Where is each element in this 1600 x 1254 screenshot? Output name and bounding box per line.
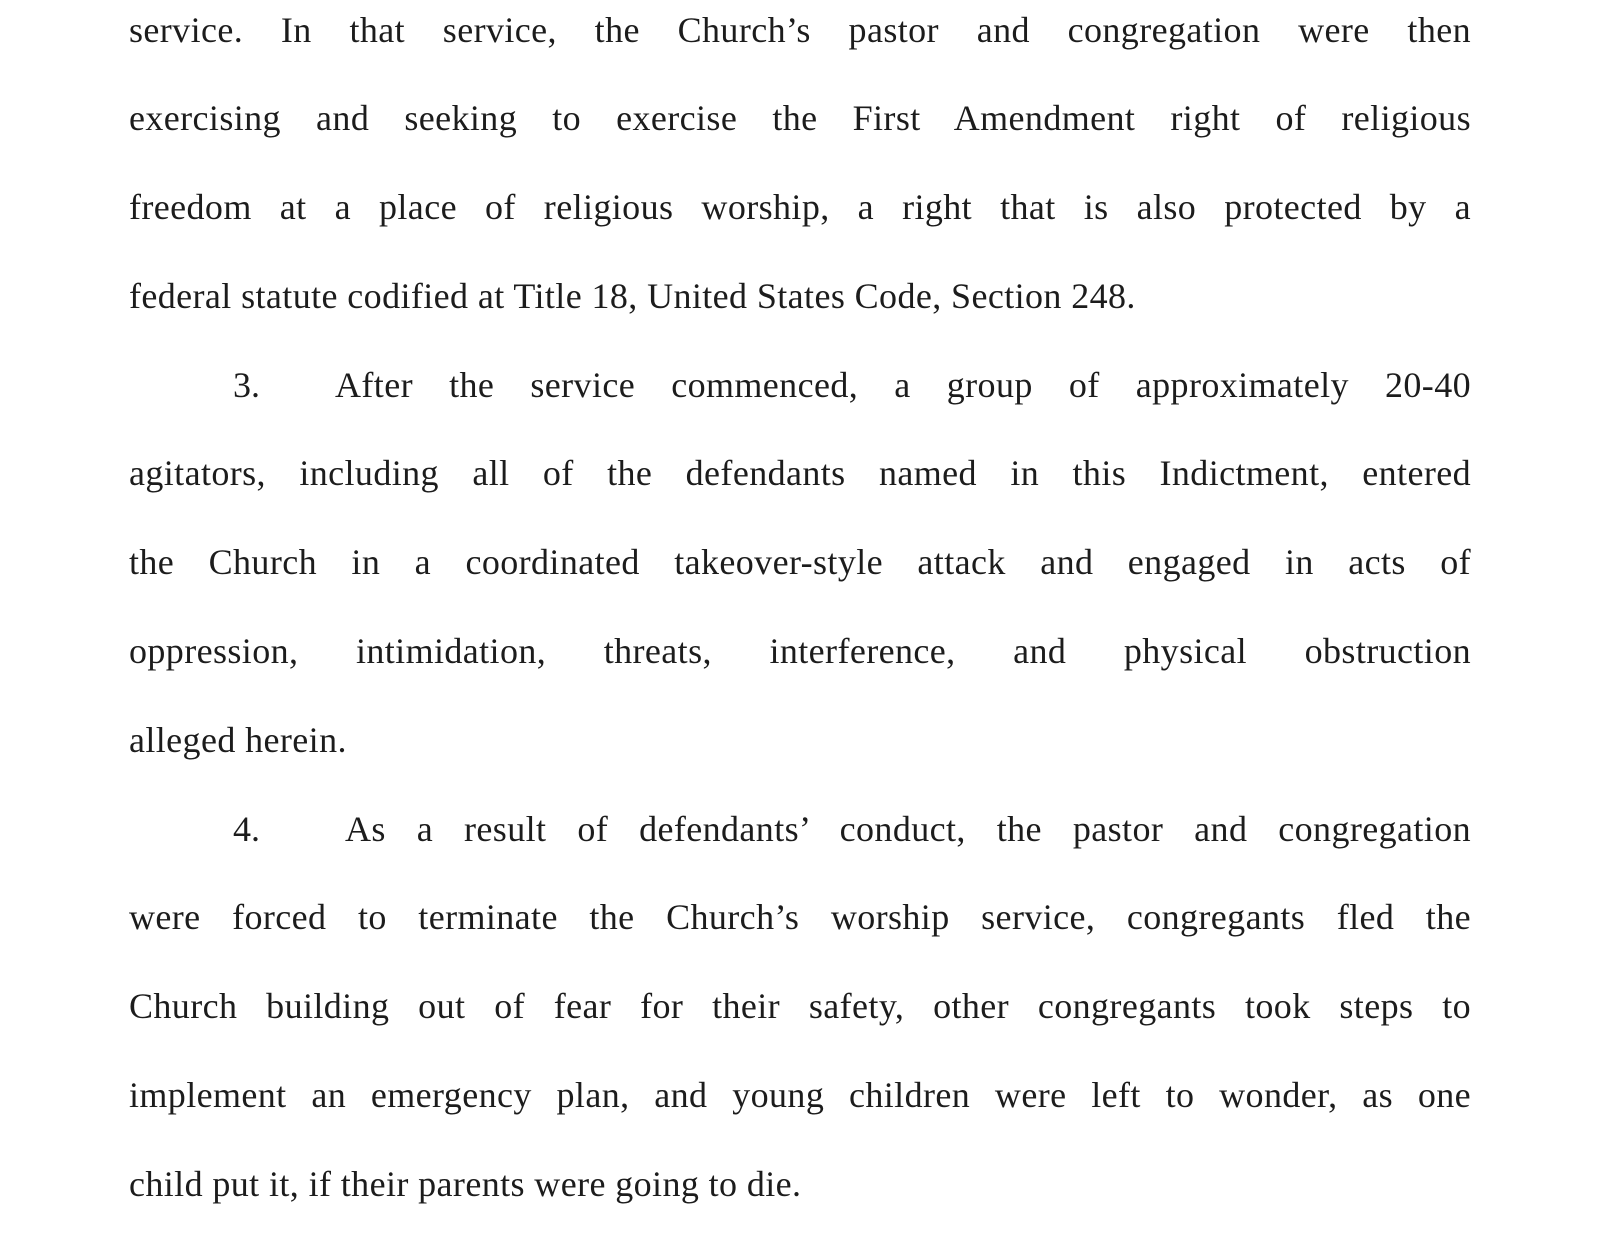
paragraph-3-line-2: agitators, including all of the defendants named in this Indictment, entered [129,453,1471,493]
paragraph-2-line-3: freedom at a place of religious worship, a right that is also protected by a [129,187,1471,227]
paragraph-4-line-3: Church building out of fear for their safety, other congregants took steps to [129,986,1471,1026]
paragraph-3-line-4: oppression, intimidation, threats, interference, and physical obstruction [129,631,1471,671]
paragraph-2-line-2: exercising and seeking to exercise the First Amendment right of religious [129,98,1471,138]
paragraph-2-line-4: federal statute codified at Title 18, United States Code, Section 248. [129,276,1136,316]
paragraph-4-number: 4. [233,809,260,849]
paragraph-4-line-4: implement an emergency plan, and young children were left to wonder, as one [129,1075,1471,1115]
paragraph-4-line-2: were forced to terminate the Church’s worship service, congregants fled the [129,897,1471,937]
paragraph-4-line-5: child put it, if their parents were going to die. [129,1164,802,1204]
paragraph-3-number: 3. [233,365,260,405]
paragraph-2-line-1: service. In that service, the Church’s pastor and congregation were then [129,10,1471,50]
paragraph-3-line-3: the Church in a coordinated takeover-style attack and engaged in acts of [129,542,1471,582]
paragraph-3-line-5: alleged herein. [129,720,347,760]
paragraph-3-line-1: After the service commenced, a group of approximately 20-40 [335,365,1471,405]
paragraph-4-line-1: As a result of defendants’ conduct, the pastor and congregation [345,809,1471,849]
